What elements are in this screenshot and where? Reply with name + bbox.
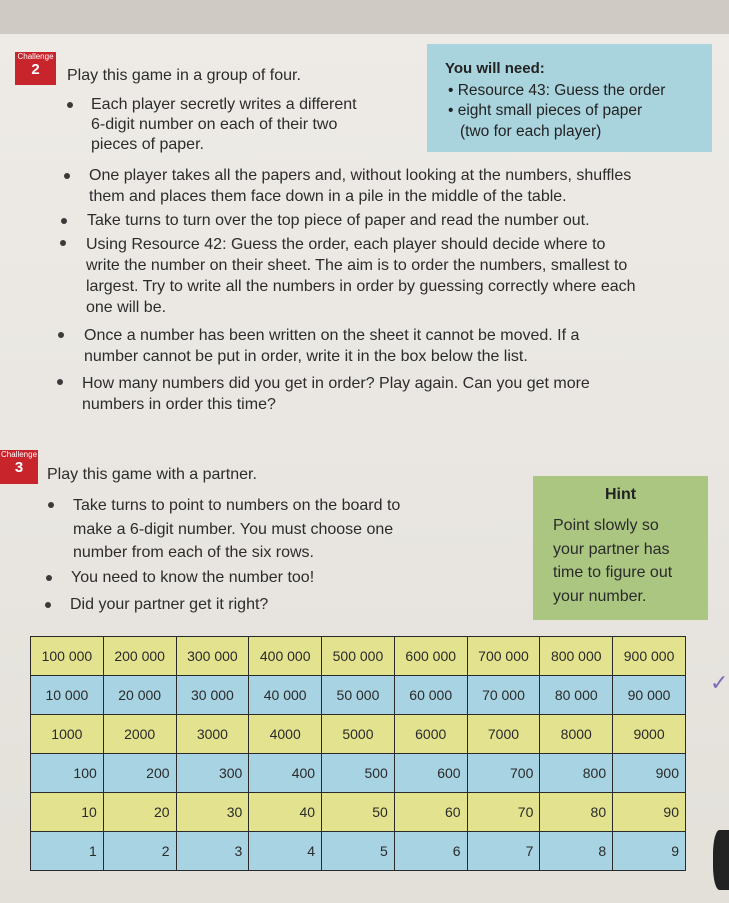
- board-cell[interactable]: 800: [540, 754, 613, 793]
- board-cell[interactable]: 500: [322, 754, 395, 793]
- place-value-board: [30, 636, 686, 871]
- board-cell[interactable]: 5000: [322, 715, 395, 754]
- bullet-dot: [46, 575, 52, 581]
- board-cell[interactable]: 3000: [176, 715, 249, 754]
- hint-heading: Hint: [604, 486, 637, 503]
- board-cell[interactable]: 40: [249, 793, 322, 832]
- board-cell[interactable]: 100 000: [31, 637, 104, 676]
- bullet-dot: [57, 379, 63, 385]
- board-cell[interactable]: 300: [176, 754, 249, 793]
- board-cell[interactable]: 600: [394, 754, 467, 793]
- board-cell[interactable]: 500 000: [322, 637, 395, 676]
- you-will-need-heading: You will need:: [445, 60, 545, 77]
- bullet-dot: [45, 602, 51, 608]
- bullet-dot: [67, 102, 73, 108]
- challenge-3-bullet-2: You need to know the number too!: [71, 569, 315, 586]
- challenge-3-bullet-1: Take turns to point to numbers on the board to make a 6-digit number. You must choose one number from each of the six rows.: [73, 497, 401, 561]
- board-cell[interactable]: 40 000: [249, 676, 322, 715]
- board-cell[interactable]: 1: [31, 832, 104, 871]
- hint-box: [533, 476, 708, 620]
- bullet-dot: [60, 240, 66, 246]
- board-cell[interactable]: 200 000: [103, 637, 176, 676]
- board-cell[interactable]: 900: [613, 754, 686, 793]
- board-cell[interactable]: 60 000: [394, 676, 467, 715]
- badge-label: Challenge: [0, 450, 38, 459]
- board-cell[interactable]: 400: [249, 754, 322, 793]
- board-cell[interactable]: 60: [394, 793, 467, 832]
- board-cell[interactable]: 30 000: [176, 676, 249, 715]
- board-cell[interactable]: 50 000: [322, 676, 395, 715]
- challenge-2-bullet-1: Each player secretly writes a different 6-digit number on each of their two pieces of paper.: [91, 96, 357, 153]
- need-item-1: • Resource 43: Guess the order: [448, 82, 666, 99]
- challenge-2-bullet-6: How many numbers did you get in order? Play again. Can you get more numbers in order this time?: [82, 375, 590, 413]
- board-cell[interactable]: 70 000: [467, 676, 540, 715]
- badge-number: 3: [14, 459, 24, 476]
- board-cell[interactable]: 4: [249, 832, 322, 871]
- badge-label: Challenge: [17, 52, 54, 61]
- board-cell[interactable]: 300 000: [176, 637, 249, 676]
- board-cell[interactable]: 900 000: [613, 637, 686, 676]
- board-cell[interactable]: 10: [31, 793, 104, 832]
- board-cell[interactable]: 6000: [394, 715, 467, 754]
- board-row: [31, 715, 686, 754]
- need-item-2: • eight small pieces of paper: [448, 102, 643, 119]
- challenge-2-bullet-2: One player takes all the papers and, without looking at the numbers, shuffles them and places them face down in a pile in the middle of the table.: [89, 167, 632, 205]
- challenge-3-bullet-3: Did your partner get it right?: [70, 596, 269, 613]
- board-cell[interactable]: 6: [394, 832, 467, 871]
- board-cell[interactable]: 30: [176, 793, 249, 832]
- page-edge-shadow: [713, 830, 729, 890]
- board-cell[interactable]: 20 000: [103, 676, 176, 715]
- board-cell[interactable]: 3: [176, 832, 249, 871]
- board-cell[interactable]: 4000: [249, 715, 322, 754]
- board-cell[interactable]: 700: [467, 754, 540, 793]
- board-cell[interactable]: 800 000: [540, 637, 613, 676]
- board-cell[interactable]: 70: [467, 793, 540, 832]
- board-cell[interactable]: 10 000: [31, 676, 104, 715]
- board-cell[interactable]: 50: [322, 793, 395, 832]
- board-cell[interactable]: 9: [613, 832, 686, 871]
- board-row: [31, 832, 686, 871]
- board-cell[interactable]: 7: [467, 832, 540, 871]
- bullet-dot: [61, 218, 67, 224]
- board-cell[interactable]: 8000: [540, 715, 613, 754]
- challenge-2-bullet-4: Using Resource 42: Guess the order, each player should decide where to write the number on their sheet. The aim is to order the numbers, smallest to largest. Try to write all the numbers in order by guessing correctly where each one will be.: [86, 236, 636, 316]
- need-item-3: (two for each player): [460, 123, 602, 140]
- challenge-3-badge: [0, 450, 38, 484]
- board-cell[interactable]: 1000: [31, 715, 104, 754]
- challenge-2-bullet-5: Once a number has been written on the sheet it cannot be moved. If a number cannot be put in order, write it in the box below the list.: [84, 327, 580, 365]
- challenge-2-intro: Play this game in a group of four.: [67, 67, 301, 84]
- board-cell[interactable]: 100: [31, 754, 104, 793]
- bullet-dot: [58, 332, 64, 338]
- board-row: [31, 793, 686, 832]
- board-cell[interactable]: 2: [103, 832, 176, 871]
- board-cell[interactable]: 5: [322, 832, 395, 871]
- hint-text: Point slowly so your partner has time to figure out your number.: [553, 517, 673, 605]
- board-cell[interactable]: 90: [613, 793, 686, 832]
- board-row: [31, 637, 686, 676]
- badge-number: 2: [31, 61, 40, 78]
- bullet-dot: [64, 173, 70, 179]
- board-cell[interactable]: 700 000: [467, 637, 540, 676]
- board-cell[interactable]: 9000: [613, 715, 686, 754]
- challenge-2-bullet-3: Take turns to turn over the top piece of paper and read the number out.: [87, 212, 590, 229]
- you-will-need-box: [427, 44, 712, 152]
- board-cell[interactable]: 600 000: [394, 637, 467, 676]
- board-cell[interactable]: 20: [103, 793, 176, 832]
- board-cell[interactable]: 400 000: [249, 637, 322, 676]
- board-cell[interactable]: 90 000: [613, 676, 686, 715]
- challenge-3-intro: Play this game with a partner.: [47, 466, 257, 483]
- bullet-dot: [48, 502, 54, 508]
- board-cell[interactable]: 2000: [103, 715, 176, 754]
- board-cell[interactable]: 80 000: [540, 676, 613, 715]
- tick-mark-icon: ✓: [710, 670, 729, 695]
- page-top-strip: [0, 0, 729, 34]
- board-cell[interactable]: 200: [103, 754, 176, 793]
- board-row: [31, 676, 686, 715]
- board-cell[interactable]: 80: [540, 793, 613, 832]
- challenge-2-badge: [15, 52, 56, 85]
- board-cell[interactable]: 7000: [467, 715, 540, 754]
- board-cell[interactable]: 8: [540, 832, 613, 871]
- board-row: [31, 754, 686, 793]
